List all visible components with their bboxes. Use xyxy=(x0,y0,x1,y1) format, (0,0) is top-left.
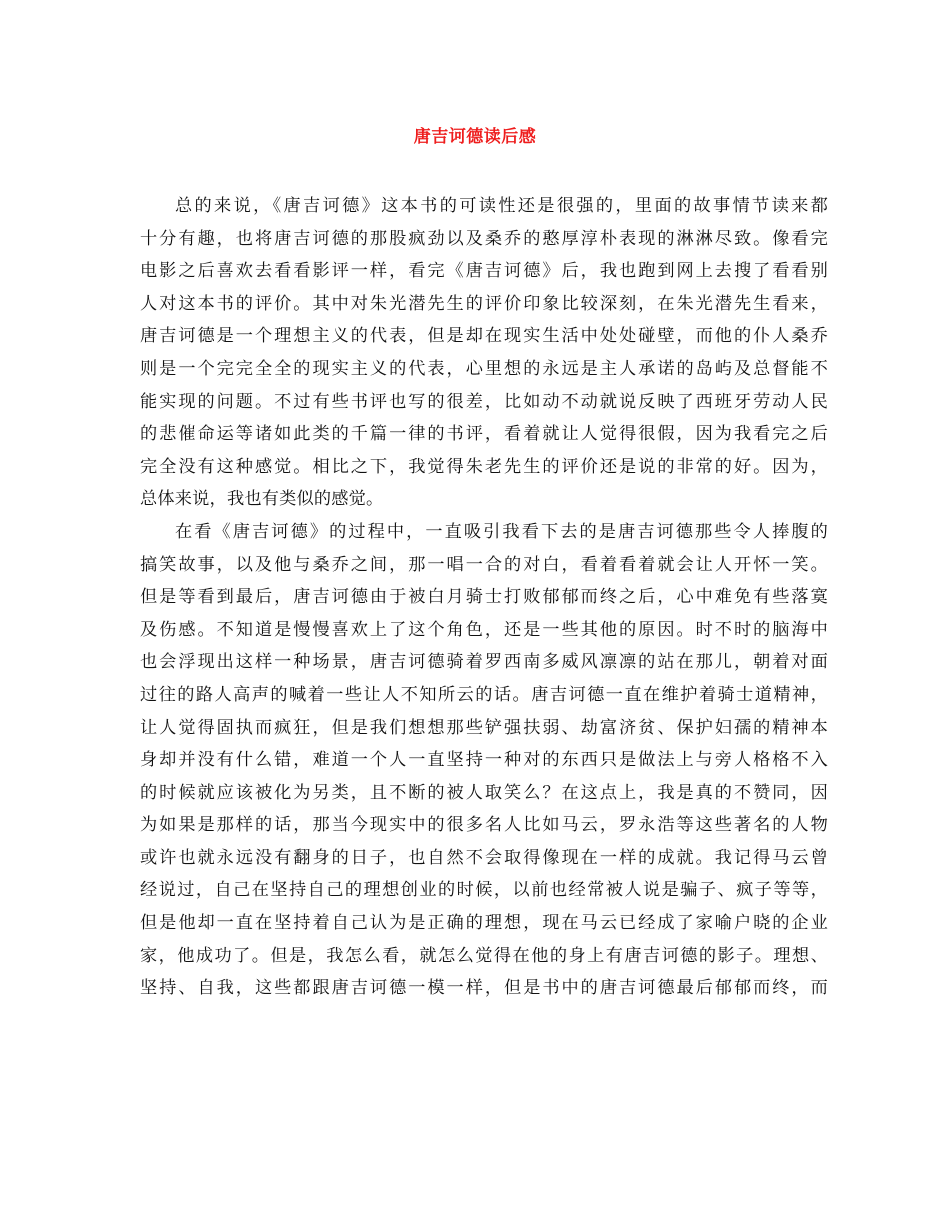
paragraph-2-line-1: 在看《唐吉诃德》的过程中，一直吸引我看下去的是唐吉诃德那些令人捧腹的 xyxy=(175,521,828,542)
page-title: 唐吉诃德读后感 xyxy=(413,127,537,147)
paragraph-2-line-8: 身却并没有什么错，难道一个人一直坚持一种对的东西只是做法上与旁人格格不入 xyxy=(140,750,828,771)
paragraph-1-line-2: 十分有趣，也将唐吉诃德的那股疯劲以及桑乔的憨厚淳朴表现的淋淋尽致。像看完 xyxy=(140,228,828,249)
paragraph-1-line-9: 完全没有这种感觉。相比之下，我觉得朱老先生的评价还是说的非常的好。因为， xyxy=(140,456,828,477)
paragraph-2-line-12: 经说过，自己在坚持自己的理想创业的时候，以前也经常被人说是骗子、疯子等等， xyxy=(140,880,828,901)
paragraph-2-line-15: 坚持、自我，这些都跟唐吉诃德一模一样，但是书中的唐吉诃德最后郁郁而终，而 xyxy=(140,978,828,999)
paragraph-1-line-8: 的悲催命运等诸如此类的千篇一律的书评，看着就让人觉得很假，因为我看完之后 xyxy=(140,424,828,445)
paragraph-1-line-3: 电影之后喜欢去看看影评一样，看完《唐吉诃德》后，我也跑到网上去搜了看看别 xyxy=(140,261,828,282)
paragraph-2-line-13: 但是他却一直在坚持着自己认为是正确的理想，现在马云已经成了家喻户晓的企业 xyxy=(140,913,828,934)
paragraph-2-line-14: 家，他成功了。但是，我怎么看，就怎么觉得在他的身上有唐吉诃德的影子。理想、 xyxy=(140,945,828,966)
paragraph-1-line-5: 唐吉诃德是一个理想主义的代表，但是却在现实生活中处处碰壁，而他的仆人桑乔 xyxy=(140,326,828,347)
paragraph-1-line-10: 总体来说，我也有类似的感觉。 xyxy=(140,489,384,510)
paragraph-2-line-5: 也会浮现出这样一种场景，唐吉诃德骑着罗西南多威风凛凛的站在那儿，朝着对面 xyxy=(140,652,828,673)
paragraph-2-line-10: 为如果是那样的话，那当今现实中的很多名人比如马云，罗永浩等这些著名的人物 xyxy=(140,815,828,836)
paragraph-1-line-1: 总的来说，《唐吉诃德》这本书的可读性还是很强的，里面的故事情节读来都 xyxy=(175,196,828,216)
document-body xyxy=(140,190,828,1005)
paragraph-2-line-4: 及伤感。不知道是慢慢喜欢上了这个角色，还是一些其他的原因。时不时的脑海中 xyxy=(140,619,828,640)
paragraph-2-line-6: 过往的路人高声的喊着一些让人不知所云的话。唐吉诃德一直在维护着骑士道精神， xyxy=(140,684,828,705)
paragraph-1-line-6: 则是一个完完全全的现实主义的代表，心里想的永远是主人承诺的岛屿及总督能不 xyxy=(140,358,828,379)
paragraph-2-line-7: 让人觉得固执而疯狂，但是我们想想那些铲强扶弱、劫富济贫、保护妇孺的精神本 xyxy=(140,717,828,738)
paragraph-1-line-4: 人对这本书的评价。其中对朱光潜先生的评价印象比较深刻，在朱光潜先生看来， xyxy=(140,293,828,314)
paragraph-2-line-3: 但是等看到最后，唐吉诃德由于被白月骑士打败郁郁而终之后，心中难免有些落寞 xyxy=(140,587,828,608)
paragraph-2-line-11: 或许也就永远没有翻身的日子，也自然不会取得像现在一样的成就。我记得马云曾 xyxy=(140,847,828,868)
paragraph-2-line-9: 的时候就应该被化为另类，且不断的被人取笑么？在这点上，我是真的不赞同，因 xyxy=(140,782,828,803)
paragraph-1-line-7: 能实现的问题。不过有些书评也写的很差，比如动不动就说反映了西班牙劳动人民 xyxy=(140,391,828,412)
paragraph-2-line-2: 搞笑故事，以及他与桑乔之间，那一唱一合的对白，看着看着就会让人开怀一笑。 xyxy=(140,554,828,575)
